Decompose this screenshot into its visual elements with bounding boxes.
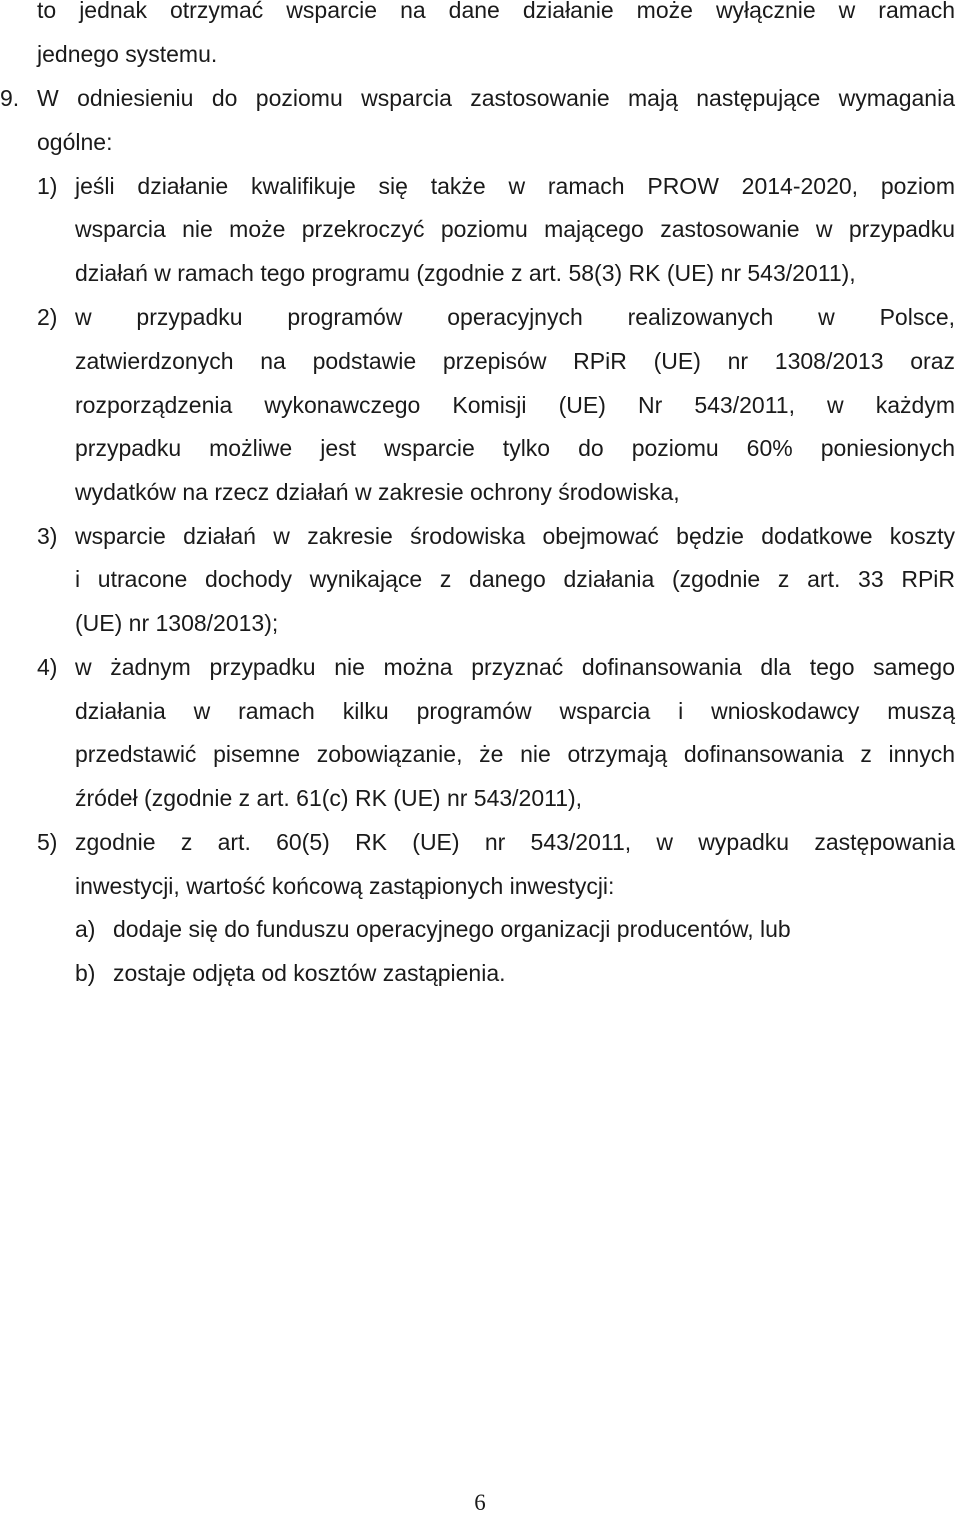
item-1-marker: 1) — [37, 173, 58, 199]
intro-line-2: jednego systemu. — [37, 41, 218, 67]
item-4-line-4: źródeł (zgodnie z art. 61(c) RK (UE) nr 543/2011), — [75, 785, 583, 811]
item-4-line-2: działania w ramach kilku programów wsparcia i wnioskodawcy muszą — [75, 698, 955, 724]
subitem-a-text: dodaje się do funduszu operacyjnego organizacji producentów, lub — [113, 916, 791, 942]
item-1-line-1: jeśli działanie kwalifikuje się także w ramach PROW 2014-2020, poziom — [75, 173, 955, 199]
item-2-line-1: w przypadku programów operacyjnych realizowanych w Polsce, — [75, 304, 955, 330]
item-3-line-2: i utracone dochody wynikające z danego działania (zgodnie z art. 33 RPiR — [75, 566, 955, 592]
point-9-line-2: ogólne: — [37, 129, 113, 155]
item-3-line-1: wsparcie działań w zakresie środowiska obejmować będzie dodatkowe koszty — [75, 523, 955, 549]
subitem-b-text: zostaje odjęta od kosztów zastąpienia. — [113, 960, 506, 986]
subitem-b-marker: b) — [75, 960, 96, 986]
page-number: 6 — [474, 1490, 486, 1515]
item-2-line-4: przypadku możliwe jest wsparcie tylko do poziomu 60% poniesionych — [75, 435, 955, 461]
item-5-marker: 5) — [37, 829, 58, 855]
point-9-line-1: W odniesieniu do poziomu wsparcia zastosowanie mają następujące wymagania — [37, 85, 955, 111]
item-4-marker: 4) — [37, 654, 58, 680]
intro-line-1: to jednak otrzymać wsparcie na dane działanie może wyłącznie w ramach — [37, 0, 955, 23]
item-5-line-1: zgodnie z art. 60(5) RK (UE) nr 543/2011, w wypadku zastępowania — [75, 829, 955, 855]
item-4-line-1: w żadnym przypadku nie można przyznać dofinansowania dla tego samego — [75, 654, 955, 680]
item-3-marker: 3) — [37, 523, 58, 549]
item-1-line-2: wsparcia nie może przekroczyć poziomu mającego zastosowanie w przypadku — [75, 216, 955, 242]
point-9-marker: 9. — [0, 85, 20, 111]
item-2-line-3: rozporządzenia wykonawczego Komisji (UE) Nr 543/2011, w każdym — [75, 392, 955, 418]
item-5-line-2: inwestycji, wartość końcową zastąpionych inwestycji: — [75, 873, 615, 899]
item-3-line-3: (UE) nr 1308/2013); — [75, 610, 279, 636]
item-4-line-3: przedstawić pisemne zobowiązanie, że nie otrzymają dofinansowania z innych — [75, 741, 955, 767]
item-2-marker: 2) — [37, 304, 58, 330]
item-1-line-3: działań w ramach tego programu (zgodnie z art. 58(3) RK (UE) nr 543/2011), — [75, 260, 856, 286]
subitem-a-marker: a) — [75, 916, 96, 942]
item-2-line-2: zatwierdzonych na podstawie przepisów RPiR (UE) nr 1308/2013 oraz — [75, 348, 955, 374]
item-2-line-5: wydatków na rzecz działań w zakresie ochrony środowiska, — [75, 479, 680, 505]
